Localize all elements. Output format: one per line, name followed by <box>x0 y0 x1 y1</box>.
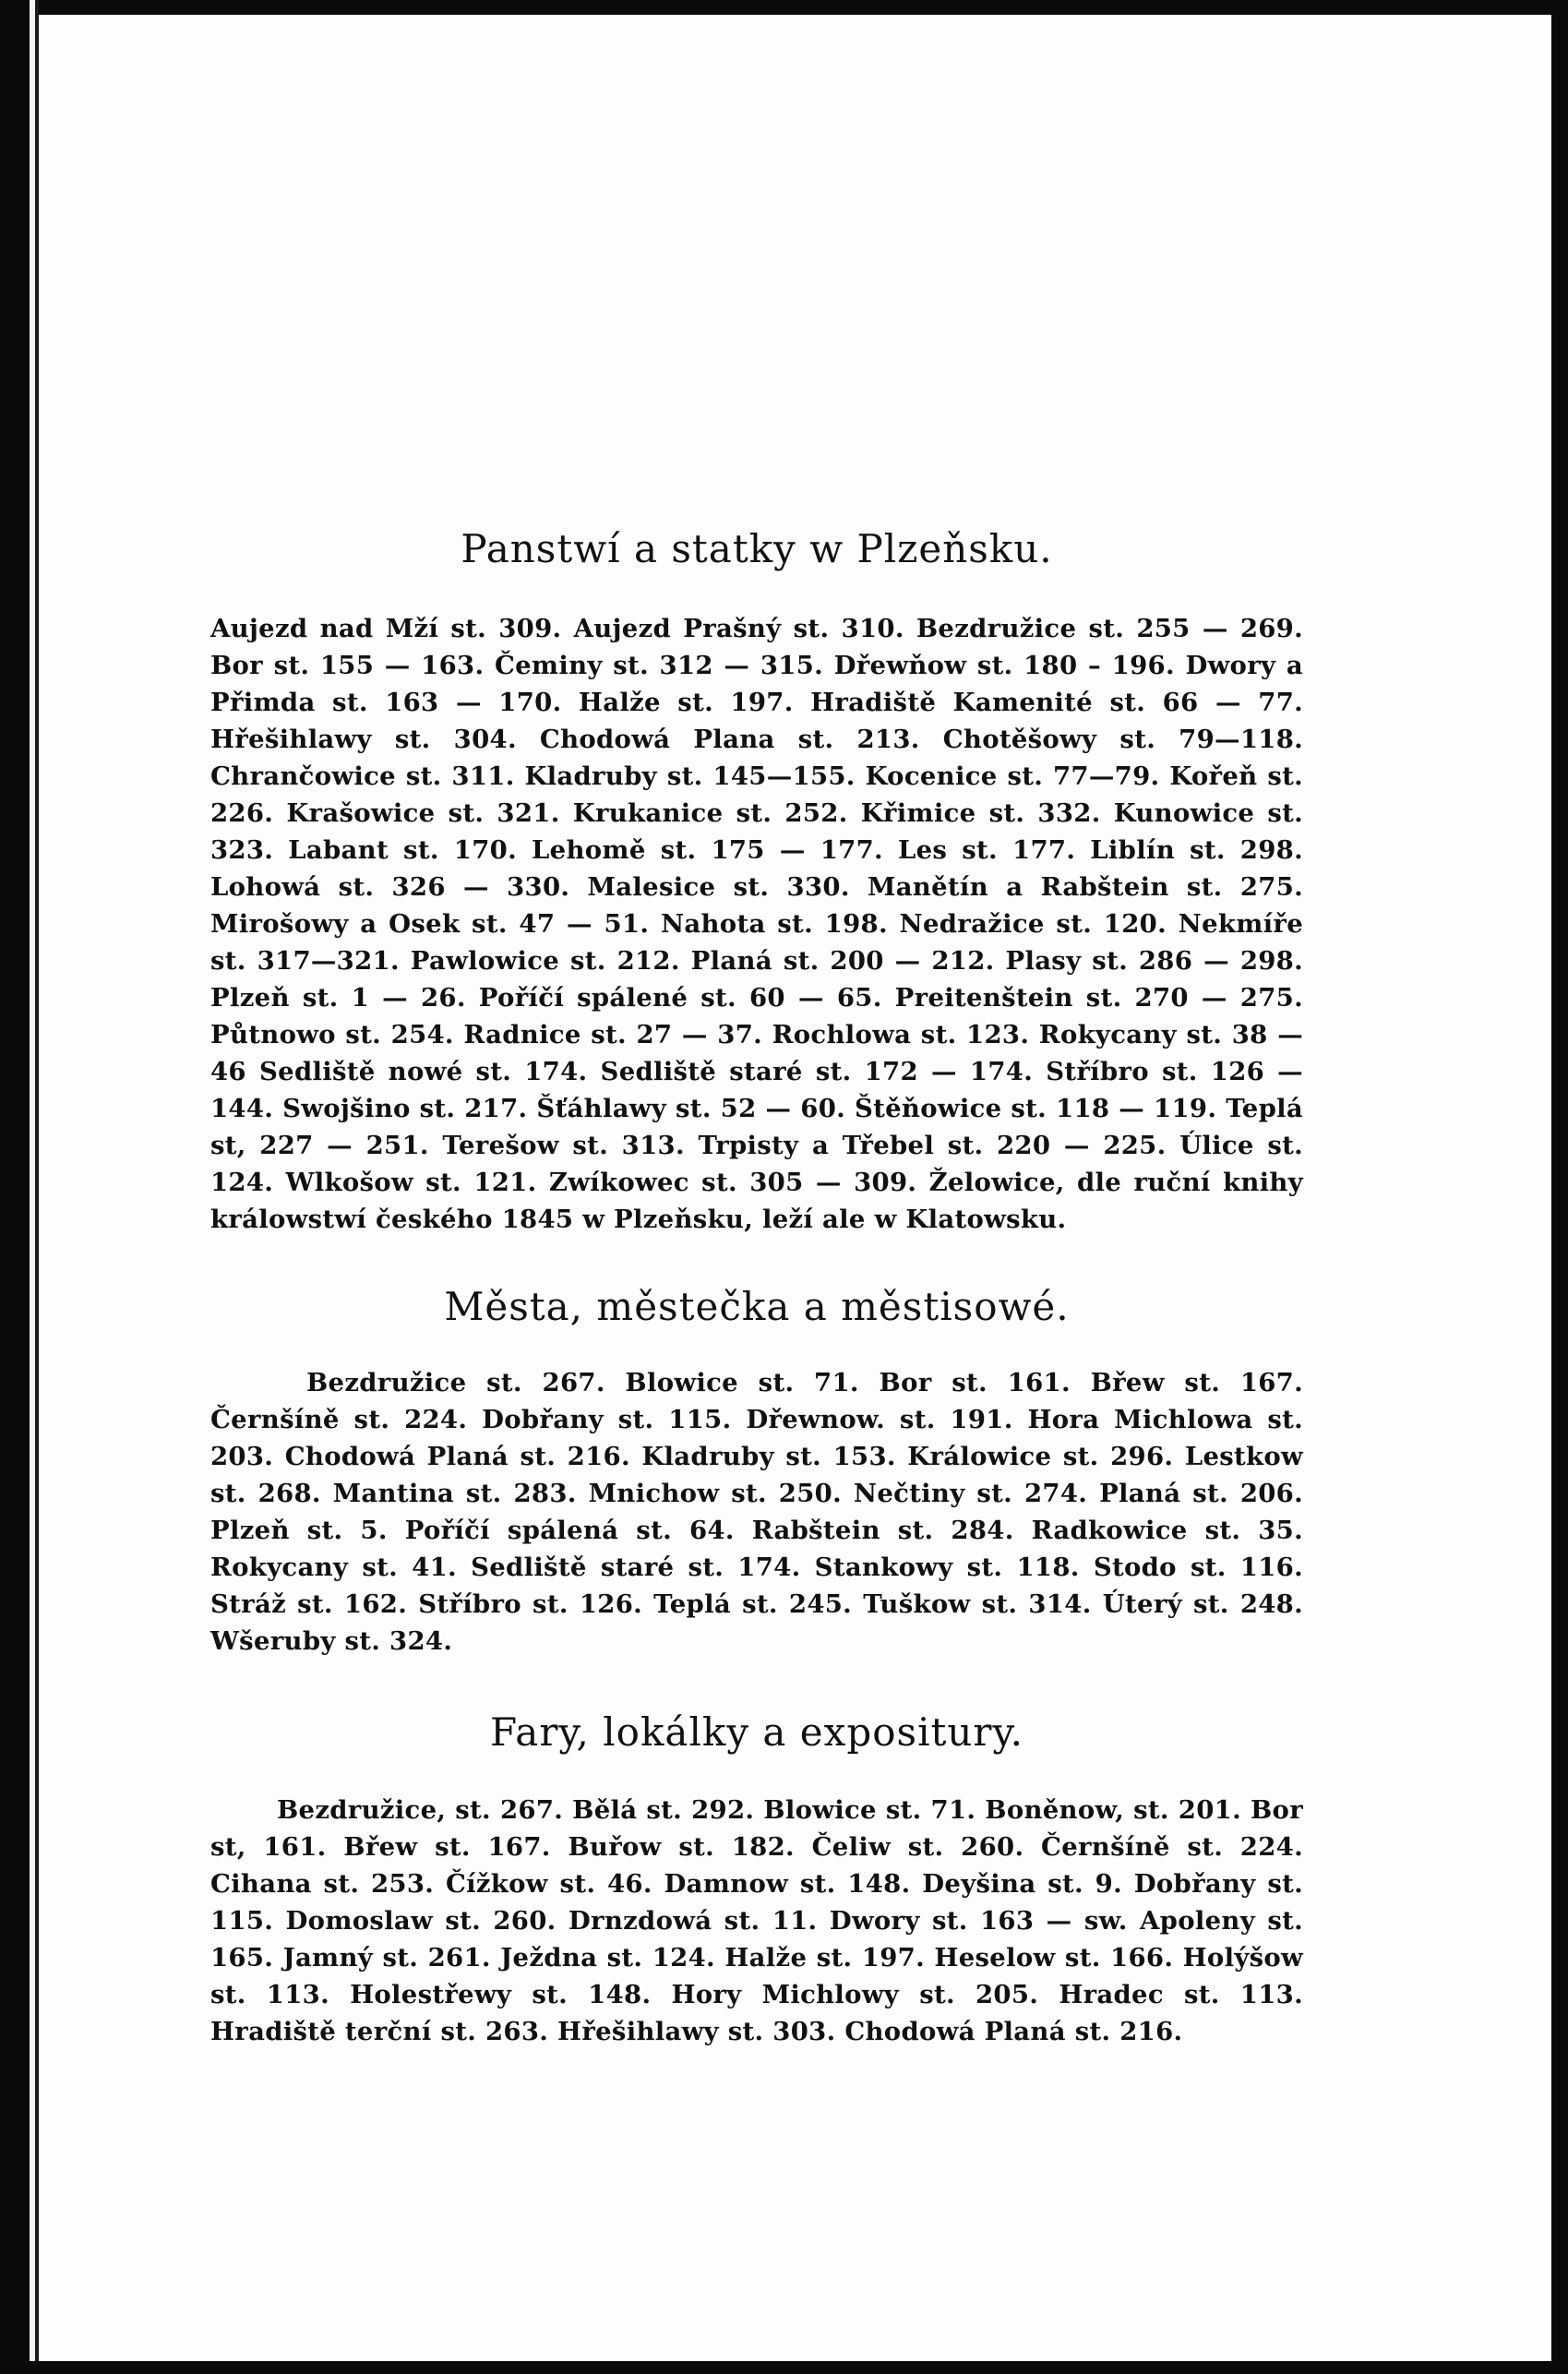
section-heading-fary: Fary, lokálky a expositury. <box>489 1709 1024 1755</box>
scan-border-right <box>1551 0 1568 2374</box>
scan-border-left-inner <box>35 0 39 2374</box>
section-heading-mesta: Města, městečka a městisowé. <box>444 1284 1070 1329</box>
section-text-panstvi: Aujezd nad Mží st. 309. Aujezd Prašný st. 310. Bezdružice st. 255 — 269. Bor st. 155 — 163. Čeminy st. 312 — 315. Dřewňow st. 180 – 196. Dwory a Přimda st. 163 — 170. Halže st. 197. Hradiště Kamenité st. 66 — 77. Hřešihlawy st. 304. Chodowá Plana st. 213. Chotěšowy st. 79—118. Chrančowice st. 311. Kladruby st. 145—155. Kocenice st. 77—79. Kořeň st. 226. Krašowice st. 321. Krukanice st. 252. Křimice st. 332. Kunowice st. 323. Labant st. 170. Lehomě st. 175 — 177. Les st. 177. Liblín st. 298. Lohowá st. 326 — 330. Malesice st. 330. Manětín a Rabštein st. 275. Mirošowy a Osek st. 47 — 51. Nahota st. 198. Nedražice st. 120. Nekmíře st. 317—321. Pawlowice st. 212. Planá st. 200 — 212. Plasy st. 286 — 298. Plzeň st. 1 — 26. Poříčí spálené st. 60 — 65. Preitenštein st. 270 — 275. Půtnowo st. 254. Radnice st. 27 — 37. Rochlowa st. 123. Rokycany st. 38 — 46 Sedliště nowé st. 174. Sedliště staré st. 172 — 174. Stříbro st. 126 — 144. Swojšino st. 217. Šťáhlawy st. 52 — 60. Štěňowice st. 118 — 119. Teplá st, 227 — 251. Terešow st. 313. Trpisty a Třebel st. 220 — 225. Úlice st. 124. Wlkošow st. 121. Zwíkowec st. 305 — 309. Želowice, dle ruční knihy králowstwí českého 1845 w Plzeňsku, leží ale w Klatowsku. <box>210 614 1303 1234</box>
scan-border-bottom <box>0 2361 1568 2374</box>
page-content <box>210 526 1303 2050</box>
section-text-fary: Bezdružice, st. 267. Bělá st. 292. Blowice st. 71. Boněnow, st. 201. Bor st, 161. Břew st. 167. Buřow st. 182. Čeliw st. 260. Černšíně st. 224. Cihana st. 253. Čížkow st. 46. Damnow st. 148. Deyšina st. 9. Dobřany st. 115. Domoslaw st. 260. Drnzdowá st. 11. Dwory st. 163 — sw. Apoleny st. 165. Jamný st. 261. Ježdna st. 124. Halže st. 197. Heselow st. 166. Holýšow st. 113. Holestřewy st. 148. Hory Michlowy st. 205. Hradec st. 113. Hradiště terční st. 263. Hřešihlawy st. 303. Chodowá Planá st. 216. <box>210 1795 1303 2046</box>
scan-border-left <box>0 0 30 2374</box>
section-heading-panstvi: Panstwí a statky w Plzeňsku. <box>461 526 1053 571</box>
scan-border-top <box>0 0 1568 15</box>
section-text-mesta: Bezdružice st. 267. Blowice st. 71. Bor st. 161. Břew st. 167. Černšíně st. 224. Dobřany st. 115. Dřewnow. st. 191. Hora Michlowa st. 203. Chodowá Planá st. 216. Kladruby st. 153. Králowice st. 296. Lestkow st. 268. Mantina st. 283. Mnichow st. 250. Nečtiny st. 274. Planá st. 206. Plzeň st. 5. Poříčí spálená st. 64. Rabštein st. 284. Radkowice st. 35. Rokycany st. 41. Sedliště staré st. 174. Stankowy st. 118. Stodo st. 116. Stráž st. 162. Stříbro st. 126. Teplá st. 245. Tuškow st. 314. Úterý st. 248. Wšeruby st. 324. <box>210 1368 1303 1656</box>
